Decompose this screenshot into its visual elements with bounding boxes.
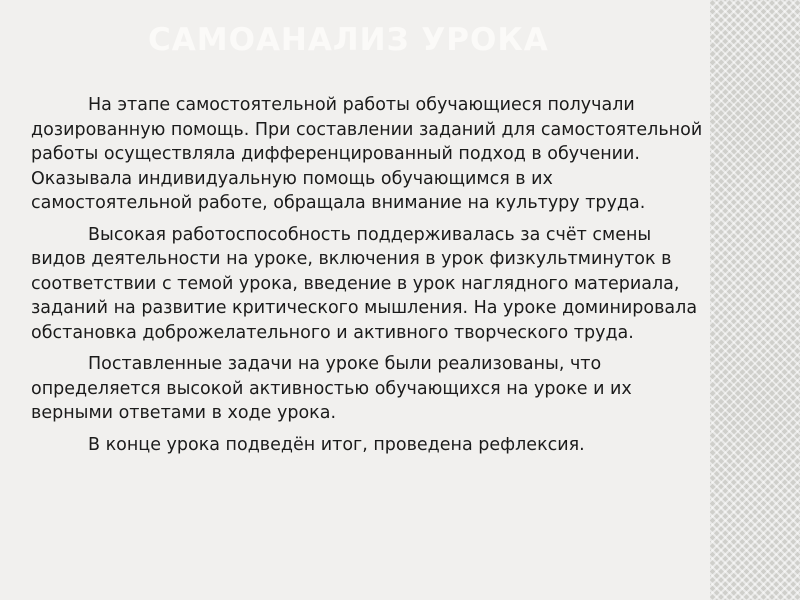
paragraph-productivity: Высокая работоспособность поддерживалась за счёт смены видов деятельности на уроке, включения в урок физкультминуток в соответствии с темой урока, введение в урок наглядного материала, заданий на развитие критического мышления. На уроке доминировала обстановка доброжелательного и активного творческого труда. — [31, 224, 698, 343]
slide-body — [31, 93, 711, 464]
slide-title: САМОАНАЛИЗ УРОКА — [148, 22, 549, 58]
paragraph-independent-work: На этапе самостоятельной работы обучающиеся получали дозированную помощь. При составлении заданий для самостоятельной работы осуществляла дифференцированный подход в обучении. Оказывала индивидуальную помощь обучающимся в их самостоятельной работе, обращала внимание на культуру труда. — [31, 95, 703, 213]
paragraph-goals: Поставленные задачи на уроке были реализованы, что определяется высокой активностью обучающихся на уроке и их верными ответами в ходе урока. — [31, 354, 632, 423]
paragraph-summary: В конце урока подведён итог, проведена рефлексия. — [88, 434, 585, 455]
decorative-side-strip — [710, 0, 800, 600]
